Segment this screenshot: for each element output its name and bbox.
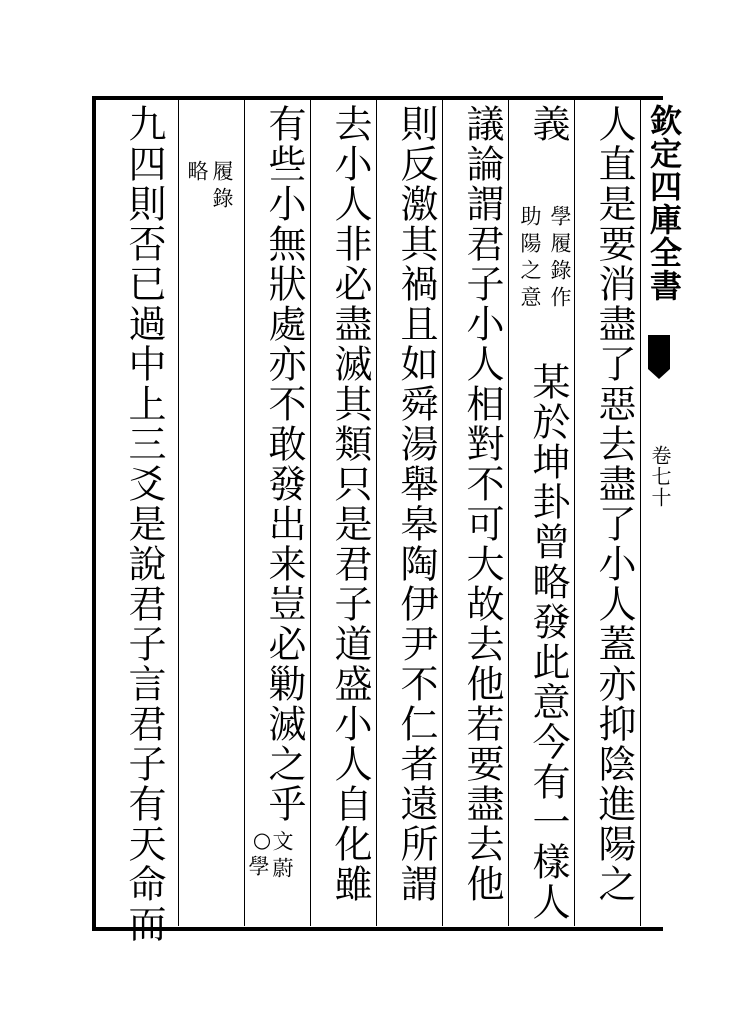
column-rule: [244, 100, 245, 926]
column-rule: [310, 100, 311, 926]
text-column-1: 人直是要消盡了惡去盡了小人蓋亦抑陰進陽之: [592, 104, 636, 904]
note-left: 略: [185, 160, 209, 187]
note-right: 文蔚: [270, 830, 294, 884]
note-left: 學: [246, 855, 270, 882]
column-rule: [178, 100, 179, 926]
column-rule: [442, 100, 443, 926]
text-column-8: 九四則否已過中上三爻是說君子言君子有天命而: [122, 104, 166, 944]
circle-mark: ○: [250, 828, 274, 858]
column-rule: [640, 100, 641, 926]
text-column-2-head: 義: [526, 104, 570, 144]
column-rule: [574, 100, 575, 926]
note-left: 助陽之意: [518, 205, 542, 313]
column-rule: [376, 100, 377, 926]
text-column-6: 有些小無狀處亦不敢發出来豈必勦滅之乎: [262, 104, 306, 824]
note-right: 履錄: [210, 160, 234, 214]
fish-tail-mark: [648, 335, 670, 369]
text-column-5: 去小人非必盡滅其類只是君子道盛小人自化雖: [328, 104, 372, 904]
text-column-2-body: 某於坤卦曾略發此意今有一樣人: [526, 362, 570, 922]
text-column-4: 則反激其禍且如舜湯舉皋陶伊尹不仁者遠所謂: [394, 104, 438, 904]
text-column-3: 議論謂君子小人相對不可大故去他若要盡去他: [460, 104, 504, 904]
column-rule: [508, 100, 509, 926]
page-left-border: [92, 96, 96, 931]
note-right: 學履錄作: [548, 205, 572, 313]
spine-volume: 卷七十: [648, 445, 672, 508]
spine-title: 欽定四庫全書: [645, 104, 683, 302]
